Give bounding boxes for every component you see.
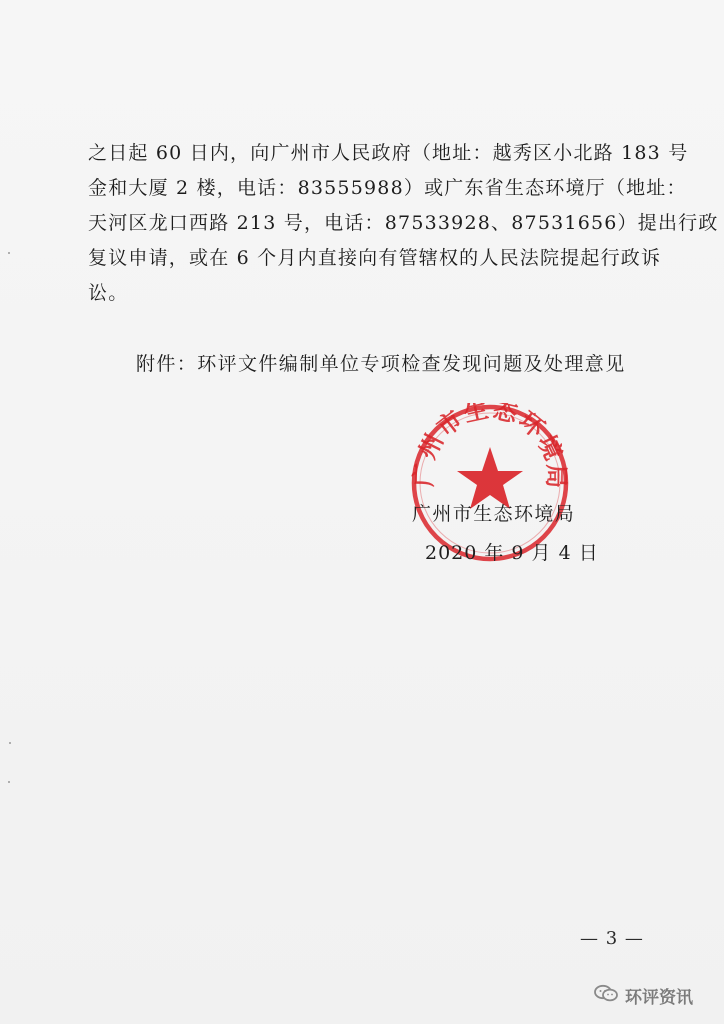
signer-name: 广州市生态环境局 bbox=[412, 503, 576, 525]
paragraph-line: 讼。 bbox=[88, 282, 129, 304]
page-number: — 3 — bbox=[580, 928, 644, 949]
attachment-line: 附件：环评文件编制单位专项检查发现问题及处理意见 bbox=[136, 353, 626, 375]
paragraph-line: 天河区龙口西路 213 号，电话：87533928、87531656）提出行政 bbox=[88, 212, 719, 234]
wechat-icon bbox=[593, 983, 619, 1008]
paragraph-line: 之日起 60 日内，向广州市人民政府（地址：越秀区小北路 183 号 bbox=[88, 142, 689, 164]
scan-mark bbox=[9, 742, 11, 744]
paragraph-line: 复议申请，或在 6 个月内直接向有管辖权的人民法院提起行政诉 bbox=[88, 247, 662, 269]
scan-mark bbox=[8, 781, 10, 783]
wechat-account-label: 环评资讯 bbox=[625, 988, 693, 1008]
paragraph-line: 金和大厦 2 楼，电话：83555988）或广东省生态环境厅（地址： bbox=[88, 177, 687, 199]
body-paragraph bbox=[88, 136, 719, 311]
wechat-watermark bbox=[593, 983, 693, 1008]
issue-date: 2020 年 9 月 4 日 bbox=[425, 542, 599, 564]
scan-mark bbox=[8, 252, 10, 254]
seal-text: 广州市生态环境局 bbox=[410, 403, 570, 489]
